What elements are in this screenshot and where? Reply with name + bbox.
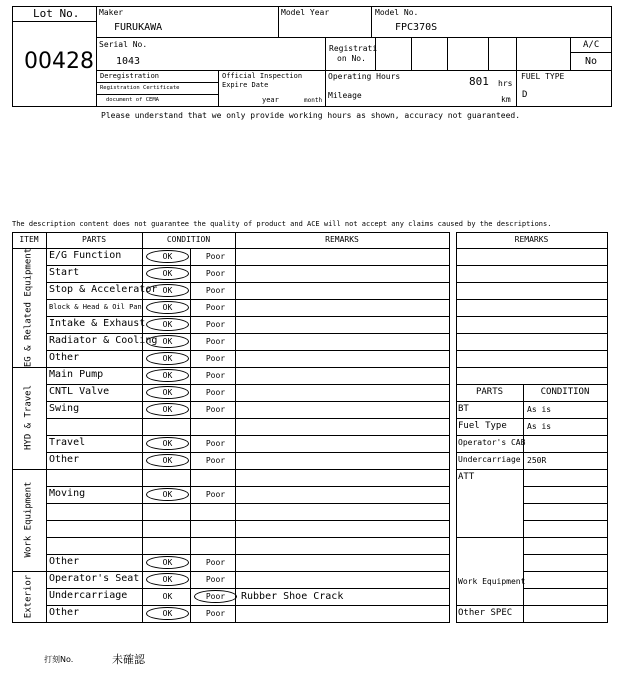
spec-condition: As is [527,422,552,431]
row-remark: Rubber Shoe Crack [241,591,344,602]
ok-option[interactable]: OK [162,575,173,584]
cema-label: document of CEMA [106,97,159,103]
row-part: Radiator & Cooling [49,335,158,346]
poor-option[interactable]: Poor [205,592,226,601]
row-part: Undercarriage [49,590,128,601]
poor-option[interactable]: Poor [205,609,226,618]
poor-option[interactable]: Poor [205,269,226,278]
col-remarks-header: REMARKS [325,235,359,244]
poor-option[interactable]: Poor [205,575,226,584]
row-part: Operator's Seat [49,573,140,584]
condition-header: CONDITION [540,387,590,397]
selected-condition-oval [146,386,189,399]
maker-value: FURUKAWA [114,22,163,33]
disclaimer: The description content does not guarantee the quality of product and ACE will not accept any claims caused by the descriptions. [12,220,552,228]
ok-option[interactable]: OK [162,252,173,261]
selected-condition-oval [146,556,189,569]
ok-option[interactable]: OK [162,490,173,499]
deregistration-label: Deregistration [100,72,160,80]
poor-option[interactable]: Poor [205,320,226,329]
registration-cert-label: Registration Certificate [100,85,180,91]
row-part: Start [49,267,80,278]
poor-option[interactable]: Poor [205,456,226,465]
selected-condition-oval [146,454,189,467]
parts-header: PARTS [475,387,504,397]
group-label-ext: Exterior [23,574,34,618]
spec-part: Fuel Type [458,421,507,431]
selected-condition-oval [146,250,189,263]
remarks-header: REMARKS [514,235,549,244]
row-part: Travel [49,437,86,448]
row-part: Main Pump [49,369,104,380]
model-no-label: Model No. [375,8,419,17]
spec-condition: As is [527,405,552,414]
selected-condition-oval [146,301,189,314]
selected-condition-oval [146,352,189,365]
km-unit: km [501,95,511,104]
ok-option[interactable]: OK [162,337,173,346]
poor-option[interactable]: Poor [205,337,226,346]
fuel-type-value: D [522,90,528,100]
spec-part: Work Equipment [458,577,526,586]
operating-hours-label: Operating Hours [328,72,401,81]
ok-option[interactable]: OK [162,439,173,448]
col-parts-header: PARTS [81,235,107,244]
model-year-label: Model Year [281,8,330,17]
hours-notice: Please understand that we only provide working hours as shown, accuracy not guaranteed. [101,111,521,120]
ac-label: A/C [583,40,600,50]
selected-condition-oval [146,573,189,586]
row-part: Other [49,352,80,363]
row-part: Stop & Accelerator [49,284,158,295]
poor-option[interactable]: Poor [205,286,226,295]
row-part: Block & Head & Oil Pan [49,303,142,311]
selected-condition-oval [146,335,189,348]
poor-option[interactable]: Poor [205,388,226,397]
selected-condition-oval [146,403,189,416]
mileage-label: Mileage [328,91,362,100]
group-label-eg: EG & Related Equipment [23,247,34,367]
hrs-unit: hrs [498,79,513,88]
row-part: CNTL Valve [49,386,110,397]
row-part: Moving [49,488,86,499]
spec-part: ATT [458,472,475,482]
operating-hours-value: 801 [469,75,489,88]
poor-option[interactable]: Poor [205,303,226,312]
row-part: Swing [49,403,80,414]
selected-condition-oval [146,488,189,501]
poor-option[interactable]: Poor [205,439,226,448]
selected-condition-oval [146,284,189,297]
ok-option[interactable]: OK [162,320,173,329]
col-item-header: ITEM [19,235,39,244]
ok-option[interactable]: OK [162,609,173,618]
registration-label-2: on No. [337,54,366,63]
spec-part: BT [458,404,469,414]
ac-value: No [585,56,598,67]
remarks-frame [456,232,608,385]
registration-label-1: Registrati [329,44,378,53]
ok-option[interactable]: OK [162,456,173,465]
inspection-label-2: Expire Date [222,81,269,89]
ok-option[interactable]: OK [162,286,173,295]
year-label: year [262,96,279,104]
poor-option[interactable]: Poor [205,490,226,499]
row-part: Other [49,454,80,465]
group-label-work: Work Equipment [23,481,34,558]
ok-option[interactable]: OK [162,354,173,363]
maker-label: Maker [99,8,124,17]
lot-label: Lot No. [33,7,80,20]
poor-option[interactable]: Poor [205,252,226,261]
stamp-value: 未確認 [112,653,145,666]
selected-condition-oval [146,369,189,382]
selected-condition-oval [194,590,237,603]
group-label-hyd: HYD & Travel [23,384,34,451]
row-part: Intake & Exhaust [49,318,146,329]
selected-condition-oval [146,267,189,280]
ok-option[interactable]: OK [162,371,173,380]
stamp-label: 打刻No. [44,655,74,664]
spec-part: Undercarriage [458,455,521,464]
row-part: E/G Function [49,250,122,261]
model-no-value: FPC370S [395,22,438,33]
ok-option[interactable]: OK [162,388,173,397]
month-label: month [304,97,323,104]
poor-option[interactable]: Poor [205,371,226,380]
serial-label: Serial No. [99,40,148,49]
selected-condition-oval [146,318,189,331]
selected-condition-oval [146,437,189,450]
lot-number: 00428 [24,49,94,74]
inspection-label-1: Official Inspection [222,72,303,80]
ok-option[interactable]: OK [162,592,173,601]
selected-condition-oval [146,607,189,620]
row-part: Other [49,556,80,567]
spec-condition: 250R [527,456,547,465]
ok-option[interactable]: OK [162,269,173,278]
poor-option[interactable]: Poor [205,354,226,363]
ok-option[interactable]: OK [162,405,173,414]
ok-option[interactable]: OK [162,558,173,567]
ok-option[interactable]: OK [162,303,173,312]
spec-part: Other SPEC [458,608,513,618]
poor-option[interactable]: Poor [205,558,226,567]
fuel-type-label: FUEL TYPE [521,72,565,81]
spec-part: Operator's CAB [458,438,526,447]
serial-value: 1043 [116,56,141,67]
col-condition-header: CONDITION [166,235,211,244]
row-part: Other [49,607,80,618]
poor-option[interactable]: Poor [205,405,226,414]
